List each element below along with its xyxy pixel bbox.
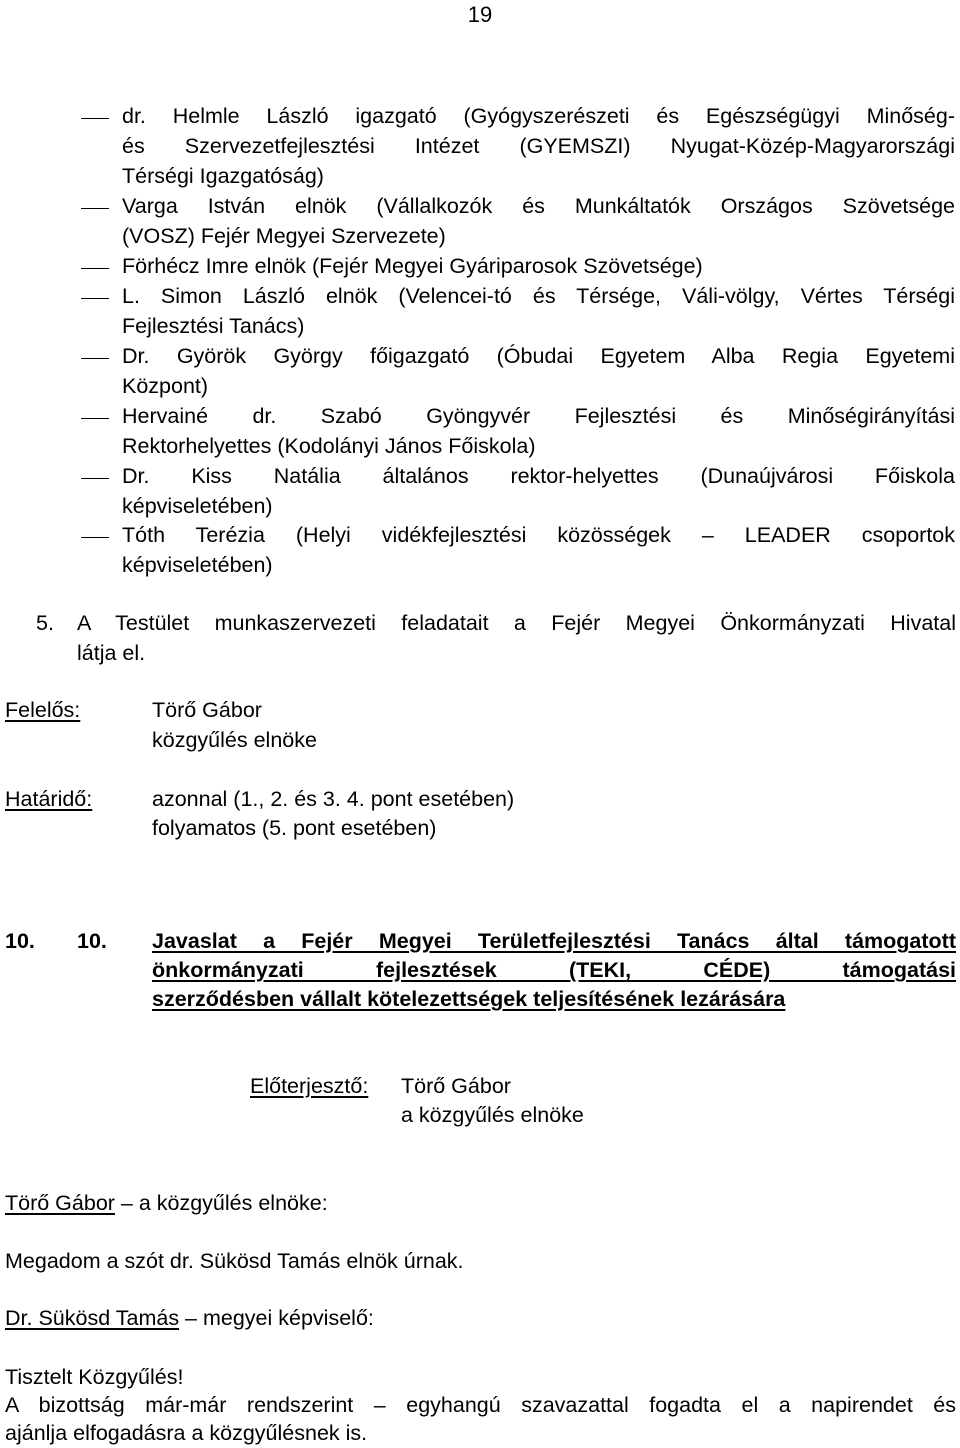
speech-text: Megadom a szót dr. Sükösd Tamás elnök úrnak. [5, 1249, 464, 1273]
point-text: látja el. [77, 641, 146, 665]
dash-bullet [81, 298, 109, 299]
dash-bullet [81, 118, 109, 119]
responsible-title: közgyűlés elnöke [152, 728, 317, 752]
agenda-title: Javaslat a Fejér Megyei Területfejlesztési Tanács által támogatott [152, 929, 956, 953]
agenda-title: szerződésben vállalt kötelezettségek teljesítésének lezárására [152, 987, 786, 1011]
list-item: Térségi Igazgatóság) [122, 164, 324, 188]
point-number: 5. [36, 611, 54, 635]
list-item: (VOSZ) Fejér Megyei Szervezete) [122, 224, 446, 248]
list-item: Dr. Kiss Natália általános rektor-helyettes (Dunaújvárosi Főiskola [122, 464, 955, 488]
speaker-heading [5, 1305, 374, 1331]
speaker-name: Dr. Sükösd Tamás [5, 1306, 180, 1330]
speaker-name: Törő Gábor [5, 1191, 115, 1215]
list-item: képviseletében) [122, 494, 273, 518]
list-item: Varga István elnök (Vállalkozók és Munkáltatók Országos Szövetsége [122, 194, 955, 218]
list-item: és Szervezetfejlesztési Intézet (GYEMSZI) Nyugat-Közép-Magyarországi [122, 134, 955, 158]
list-item: Központ) [122, 374, 209, 398]
responsible-label: Felelős: [5, 698, 81, 722]
list-item: Dr. Györök György főigazgató (Óbudai Egyetem Alba Regia Egyetemi [122, 344, 955, 368]
list-item: Hervainé dr. Szabó Gyöngyvér Fejlesztési és Minőségirányítási [122, 404, 955, 428]
list-item: dr. Helmle László igazgató (Gyógyszerészeti és Egészségügyi Minőség- [122, 104, 955, 128]
dash-bullet [81, 358, 109, 359]
list-item: L. Simon László elnök (Velencei-tó és Térsége, Váli-völgy, Vértes Térségi [122, 284, 955, 308]
speaker-role: – megyei képviselő: [179, 1306, 374, 1330]
dash-bullet [81, 537, 109, 538]
dash-bullet [81, 418, 109, 419]
speech-text: A bizottság már-már rendszerint – egyhangú szavazattal fogadta el a napirendet és [5, 1393, 956, 1417]
deadline-line: azonnal (1., 2. és 3. 4. pont esetében) [152, 787, 515, 811]
list-item: Tóth Terézia (Helyi vidékfejlesztési közösségek – LEADER csoportok [122, 523, 955, 547]
speech-text: ajánlja elfogadásra a közgyűlésnek is. [5, 1421, 368, 1445]
presenter-label: Előterjesztő: [250, 1074, 369, 1098]
presenter-name: Törő Gábor [401, 1074, 511, 1098]
list-item: képviseletében) [122, 553, 273, 577]
greeting: Tisztelt Közgyűlés! [5, 1365, 184, 1389]
list-item: Fejlesztési Tanács) [122, 314, 305, 338]
deadline-line: folyamatos (5. pont esetében) [152, 816, 437, 840]
agenda-number: 10. [5, 929, 35, 953]
dash-bullet [81, 208, 109, 209]
deadline-label: Határidő: [5, 787, 93, 811]
responsible-name: Törő Gábor [152, 698, 262, 722]
presenter-title: a közgyűlés elnöke [401, 1103, 584, 1127]
agenda-number: 10. [77, 929, 107, 953]
list-item: Rektorhelyettes (Kodolányi János Főiskola) [122, 434, 536, 458]
list-item: Förhécz Imre elnök (Fejér Megyei Gyáriparosok Szövetsége) [122, 254, 703, 278]
speaker-heading [5, 1190, 328, 1216]
speaker-role: – a közgyűlés elnöke: [114, 1191, 328, 1215]
page-number: 19 [467, 2, 493, 27]
agenda-title: önkormányzati fejlesztések (TEKI, CÉDE) támogatási [152, 958, 956, 982]
point-text: A Testület munkaszervezeti feladatait a Fejér Megyei Önkormányzati Hivatal [77, 611, 956, 635]
dash-bullet [81, 478, 109, 479]
dash-bullet [81, 268, 109, 269]
